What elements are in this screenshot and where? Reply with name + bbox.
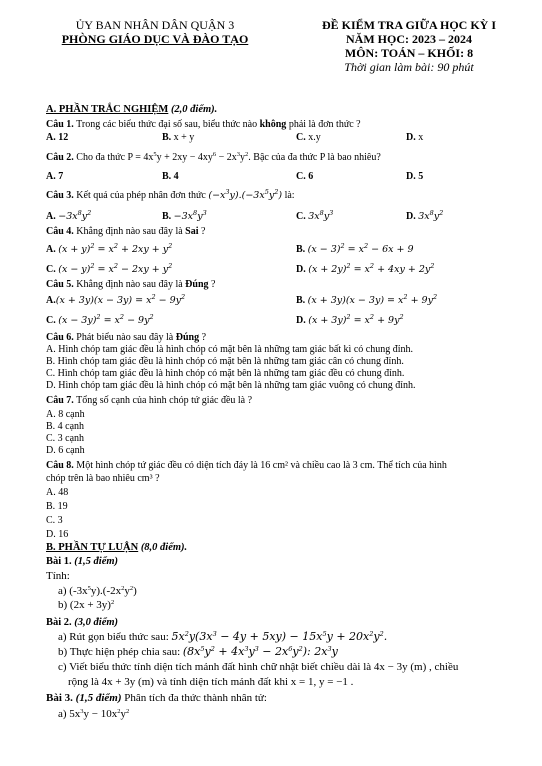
q6-emph: Đúng — [175, 332, 200, 343]
q6-text-end: ? — [199, 332, 207, 343]
exercise-1-heading — [46, 556, 118, 568]
header-left — [40, 18, 270, 46]
bai2-a-text: a) Rút gọn biểu thức sau: — [58, 631, 172, 643]
q7-option-a: A. 8 cạnh — [46, 409, 85, 420]
q1-c-label: C. — [296, 132, 306, 143]
q1-c-text: x.y — [308, 132, 321, 143]
district-name: ỦY BAN NHÂN DÂN QUẬN 3 — [75, 18, 235, 32]
q6-option-d: D. Hình chóp tam giác đều là hình chóp có mặt bên là những tam giác vuông có chung đỉnh. — [46, 380, 416, 391]
q3-expression: $(-x^3y).(-3x^5y^2)$ — [208, 188, 283, 201]
q1-option-a: A. 12 — [46, 132, 69, 143]
q8-label: Câu 8. — [46, 460, 74, 471]
q3-option-c: C. $3x^8y^3$ — [296, 209, 334, 222]
q3-option-b: B. $-3x^8y^3$ — [162, 209, 207, 222]
q5-text-end: ? — [208, 279, 216, 290]
q3-option-d: D. $3x^8y^2$ — [406, 209, 444, 222]
q1-b-label: B. — [162, 132, 172, 143]
q4-label: Câu 4. — [46, 226, 74, 237]
q8-option-d: D. 16 — [46, 529, 69, 540]
section-b-points: (8,0 điểm). — [140, 542, 188, 553]
question-1 — [46, 119, 361, 131]
header-right — [296, 18, 522, 74]
q5-text: Khẳng định nào sau đây là — [76, 279, 186, 290]
bai1-points: (1,5 điểm) — [74, 556, 119, 567]
q2-option-d: D. 5 — [406, 171, 424, 182]
q4-option-a: A. $(x + y)^2 = x^2 + 2xy + y^2$ — [46, 242, 173, 255]
q2-text: Cho đa thức P = 4x — [76, 152, 154, 163]
exercise-2-heading — [46, 617, 118, 629]
bai2-label: Bài 2. — [46, 617, 72, 628]
q3-suffix: là: — [284, 190, 295, 201]
bai1-part-a: a) $(-3x^5y).(-2x^2y^2)$ — [58, 585, 137, 597]
q8-option-b: B. 19 — [46, 501, 68, 512]
question-4 — [46, 226, 205, 238]
q3-option-a: A. $-3x^8y^2$ — [46, 209, 92, 222]
bai3-text: Phân tích đa thức thành nhân tử: — [121, 692, 267, 704]
q6-option-a: A. Hình chóp tam giác đều là hình chóp có mặt bên là những tam giác bất kì có chung đỉnh. — [46, 344, 413, 355]
q7-label: Câu 7. — [46, 395, 74, 406]
q4-option-c: C. $(x - y)^2 = x^2 - 2xy + y^2$ — [46, 262, 173, 275]
bai2-part-c-line2: rộng là 4x + 3y (m) và tính diện tích mảnh đất khi x = 1, y = −1 . — [68, 676, 354, 688]
bai3-points: (1,5 điểm) — [75, 692, 122, 704]
question-3 — [46, 190, 295, 202]
section-b-title: B. PHẦN TỰ LUẬN — [46, 542, 139, 553]
q5-option-c: C. $(x - 3y)^2 = x^2 - 9y^2$ — [46, 313, 154, 326]
bai3-a-text: a) 5x — [58, 708, 81, 720]
bai1-a-text: a) (-3x — [58, 585, 88, 597]
exercise-3-heading — [46, 692, 267, 705]
q3-text: Kết quả của phép nhân đơn thức — [76, 190, 206, 201]
q4-option-d: D. $(x + 2y)^2 = x^2 + 4xy + 2y^2$ — [296, 262, 435, 275]
q8-option-c: C. 3 — [46, 515, 63, 526]
q4-option-b: B. $(x - 3)^2 = x^2 - 6x + 9$ — [296, 242, 414, 255]
subject-grade: MÔN: TOÁN – KHỐI: 8 — [344, 46, 474, 60]
department-name: PHÒNG GIÁO DỤC VÀ ĐÀO TẠO — [61, 32, 249, 46]
section-a-heading — [46, 104, 217, 116]
time-limit: Thời gian làm bài: 90 phút — [344, 60, 474, 74]
q5-option-a: $A.(x + 3y)(x - 3y) = x^2 - 9y^2$ — [46, 293, 186, 306]
q1-d-label: D. — [406, 132, 416, 143]
q1-d-text: x — [418, 132, 424, 143]
q4-text-end: ? — [198, 226, 206, 237]
q3-label: Câu 3. — [46, 190, 74, 201]
section-b-heading — [46, 542, 187, 554]
q6-text: Phát biểu nào sau đây là — [76, 332, 176, 343]
exam-title: ĐỀ KIỂM TRA GIỮA HỌC KỲ I — [321, 18, 497, 32]
section-a-points: (2,0 điểm). — [170, 104, 218, 115]
section-a-title: A. PHẦN TRẮC NGHIỆM — [46, 104, 169, 115]
q7-option-b: B. 4 cạnh — [46, 421, 85, 432]
bai2-part-a: a) Rút gọn biểu thức sau: $5x^2y(3x^3 - 4y + 5xy) - 15x^5y + 20x^2y^2$. — [58, 630, 388, 643]
q1-option-c — [296, 132, 321, 144]
q8-text-line1: Một hình chóp tứ giác đều có diện tích đáy là 16 cm² và chiều cao là 3 cm. Thể tích của hình — [76, 460, 447, 471]
q1-label: Câu 1. — [46, 119, 74, 130]
q5-emph: Đúng — [185, 279, 209, 290]
q8-option-a: A. 48 — [46, 487, 69, 498]
q4-emph: Sai — [185, 226, 199, 237]
bai2-part-b: b) Thực hiện phép chia sau: $(8x^5y^2 + 4x^3y^3 - 2x^6y^2)$: $2x^3y$ — [58, 645, 338, 658]
q1-option-d — [406, 132, 423, 144]
q6-option-b: B. Hình chóp tam giác đều là hình chóp có mặt bên là những tam giác cân có chung đỉnh. — [46, 356, 404, 367]
q7-text: Tổng số cạnh của hình chóp tứ giác đều là ? — [76, 395, 253, 406]
q1-emph: không — [259, 119, 287, 130]
question-2: Câu 2. Cho đa thức $P = 4x^5y + 2xy - 4xy^6 - 2x^3y^2$. Bậc của đa thức P là bao nhiêu? — [46, 151, 381, 163]
q4-text: Khẳng định nào sau đây là — [76, 226, 186, 237]
q1-option-b — [162, 132, 194, 144]
q6-option-c: C. Hình chóp tam giác đều là hình chóp có mặt bên là những tam giác đều có chung đỉnh. — [46, 368, 405, 379]
bai1-intro: Tính: — [46, 570, 70, 582]
question-5 — [46, 279, 215, 291]
question-8 — [46, 460, 447, 472]
q2-option-c: C. 6 — [296, 171, 314, 182]
q2-text-end: . Bậc của đa thức P là bao nhiêu? — [248, 152, 381, 163]
bai3-part-a: a) $5x^3y - 10x^2y^2$ — [58, 708, 130, 720]
q6-label: Câu 6. — [46, 332, 74, 343]
q7-option-c: C. 3 cạnh — [46, 433, 85, 444]
q7-option-d: D. 6 cạnh — [46, 445, 85, 456]
bai2-points: (3,0 điểm) — [74, 617, 119, 628]
q2-option-a: A. 7 — [46, 171, 64, 182]
q2-label: Câu 2. — [46, 152, 74, 163]
q1-text-end: phải là đơn thức ? — [286, 119, 361, 130]
q5-label: Câu 5. — [46, 279, 74, 290]
question-7 — [46, 395, 252, 407]
bai1-part-b: b) $(2x + 3y)^2$ — [58, 599, 115, 611]
bai2-b-text: b) Thực hiện phép chia sau: — [58, 646, 183, 658]
q5-option-d: D. $(x + 3y)^2 = x^2 + 9y^2$ — [296, 313, 404, 326]
question-6 — [46, 332, 206, 344]
bai3-label: Bài 3. — [46, 692, 73, 704]
bai1-label: Bài 1. — [46, 556, 72, 567]
q5-option-b: B. $(x + 3y)(x - 3y) = x^2 + 9y^2$ — [296, 293, 438, 306]
bai1-b-text: b) (2x + 3y) — [58, 599, 111, 611]
q8-text-line2: chóp trên là bao nhiêu cm³ ? — [46, 473, 160, 484]
q1-text: Trong các biểu thức đại số sau, biểu thức nào — [76, 119, 260, 130]
bai2-part-c-line1: c) Viết biểu thức tính diện tích mảnh đất hình chữ nhật biết chiều dài là 4x − 3y (m) , chiều — [58, 661, 459, 673]
q1-b-text: x + y — [173, 132, 195, 143]
q2-option-b: B. 4 — [162, 171, 179, 182]
school-year: NĂM HỌC: 2023 – 2024 — [346, 32, 472, 46]
